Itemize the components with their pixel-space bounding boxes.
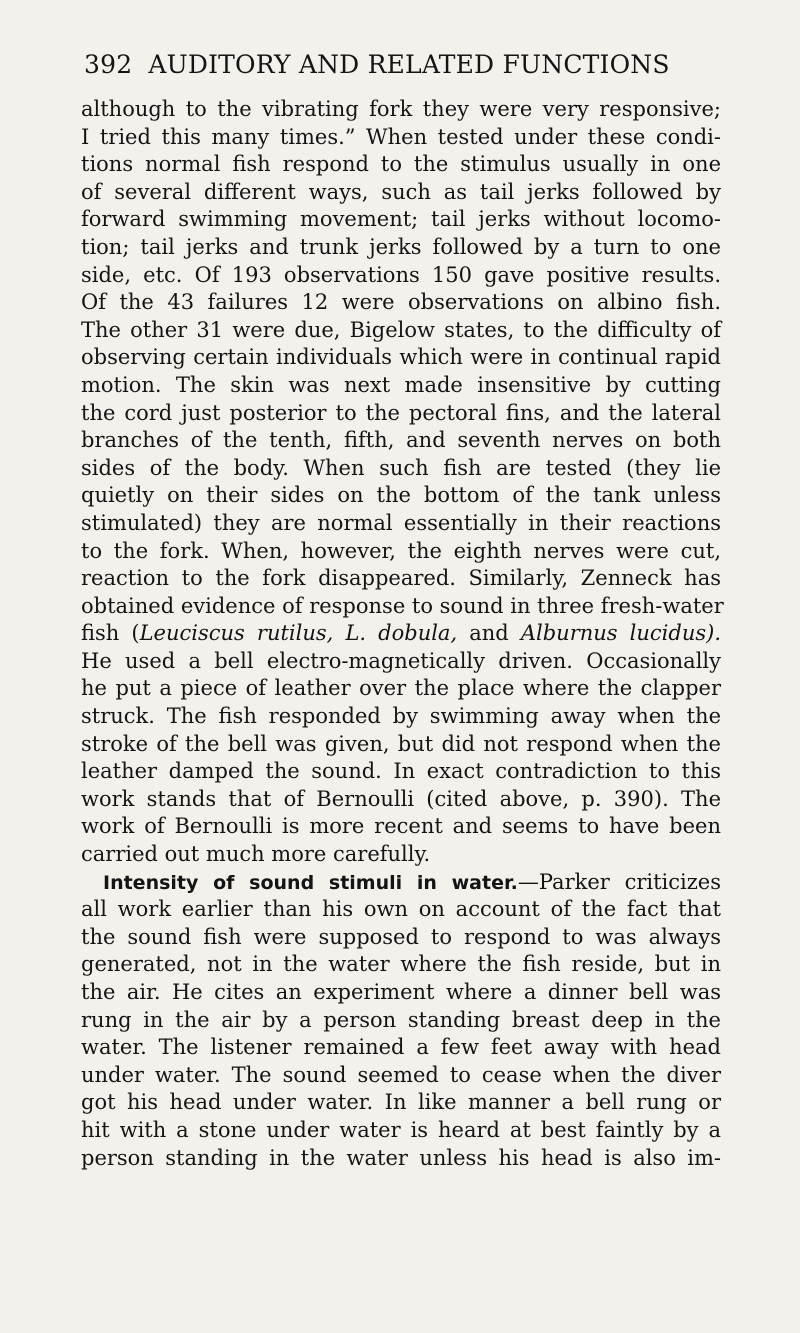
text-line: rung in the air by a person standing breast deep in the (81, 1007, 721, 1032)
text-line: to the fork. When, however, the eighth nerves were cut, (81, 538, 721, 563)
text-line: branches of the tenth, fifth, and seventh nerves on both (81, 428, 721, 453)
text-line: obtained evidence of response to sound in three fresh-water (81, 593, 724, 618)
text-line: work stands that of Bernoulli (cited above, p. 390). The (81, 786, 721, 811)
text-line: got his head under water. In like manner a bell rung or (81, 1090, 721, 1115)
chapter-title: AUDITORY AND RELATED FUNCTIONS (148, 50, 670, 79)
text-line: of several different ways, such as tail jerks followed by (81, 179, 721, 204)
section-first-line: Intensity of sound stimuli in water.—Parker criticizes (103, 869, 721, 894)
text-line: hit with a stone under water is heard at best faintly by a (81, 1117, 721, 1142)
text-line: although to the vibrating fork they were very responsive; (81, 97, 721, 121)
text-line: motion. The skin was next made insensitive by cutting (81, 372, 721, 397)
section-heading: Intensity of sound stimuli in water. (103, 871, 518, 894)
text-line: reaction to the fork disappeared. Similarly, Zenneck has (81, 566, 721, 591)
text-line: the air. He cites an experiment where a dinner bell was (81, 980, 721, 1004)
text-line: generated, not in the water where the fish reside, but in (81, 952, 721, 977)
text-line: leather damped the sound. In exact contradiction to this (81, 759, 721, 784)
species-names-2: Alburnus lucidus). (520, 621, 721, 646)
text-line: quietly on their sides on the bottom of the tank unless (81, 483, 721, 508)
text-line: stimulated) they are normal essentially in their reactions (81, 510, 721, 535)
text-line: carried out much more carefully. (81, 842, 431, 867)
text-line: person standing in the water unless his head is also im- (81, 1145, 721, 1170)
text-line: side, etc. Of 193 observations 150 gave positive results. (81, 262, 721, 287)
species-line: fish (Leuciscus rutilus, L. dobula, and Alburnus lucidus). (81, 621, 721, 646)
text-line: the cord just posterior to the pectoral fins, and the lateral (81, 400, 721, 425)
page-number: 392 (84, 50, 133, 79)
text-line: tion; tail jerks and trunk jerks followed by a turn to one (81, 234, 721, 259)
text-line: Of the 43 failures 12 were observations on albino fish. (81, 290, 721, 315)
text-line: sides of the body. When such fish are tested (they lie (81, 455, 721, 480)
text-line: water. The listener remained a few feet away with head (81, 1035, 721, 1060)
text-line: observing certain individuals which were in continual rapid (81, 345, 721, 370)
text-line: work of Bernoulli is more recent and seems to have been (81, 814, 721, 839)
text-line: He used a bell electro-magnetically driven. Occasionally (81, 648, 721, 673)
text-line: The other 31 were due, Bigelow states, to the difficulty of (81, 317, 721, 342)
text-line: all work earlier than his own on account of the fact that (81, 897, 721, 922)
text-line: tions normal fish respond to the stimulus usually in one (81, 152, 721, 177)
text-line: struck. The fish responded by swimming away when the (81, 704, 721, 729)
body-text (81, 96, 724, 1172)
text-line: under water. The sound seemed to cease when the diver (81, 1062, 721, 1087)
text-line: I tried this many times.” When tested under these condi- (81, 124, 721, 149)
running-head (84, 50, 724, 79)
text-line: the sound fish were supposed to respond to was always (81, 924, 721, 949)
species-names-1: Leuciscus rutilus, L. dobula, (139, 621, 458, 646)
text-line: stroke of the bell was given, but did not respond when the (81, 731, 721, 756)
text-line: forward swimming movement; tail jerks without locomo- (81, 207, 721, 232)
text-line: he put a piece of leather over the place where the clapper (81, 676, 721, 701)
